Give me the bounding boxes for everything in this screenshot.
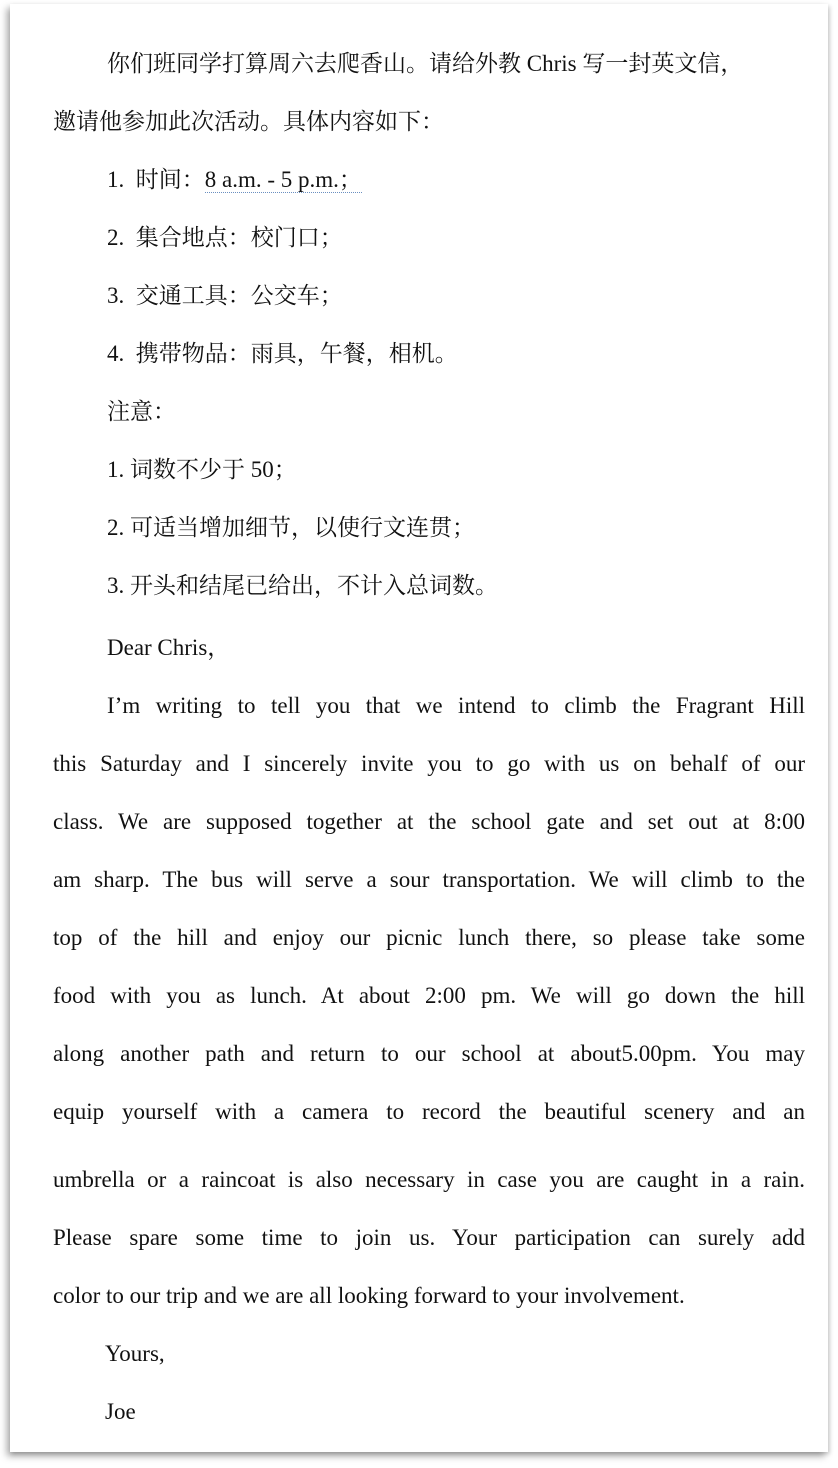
letter-body-line: food with you as lunch. At about 2:00 pm. We will go down the hill: [53, 983, 805, 1008]
document-content: [53, 35, 805, 1441]
document-page: [10, 4, 828, 1452]
letter-body-line: color to our trip and we are all looking forward to your involvement.: [53, 1283, 685, 1308]
letter-greeting: Dear Chris，: [107, 635, 231, 660]
letter-body-line: top of the hill and enjoy our picnic lunch there, so please take some: [53, 925, 805, 950]
item-number: 3.: [107, 283, 125, 308]
item-number: 4.: [107, 341, 125, 366]
letter-body-line: along another path and return to our school at about5.00pm. You may: [53, 1041, 805, 1066]
item-value: 8 a.m. - 5 p.m.；: [204, 167, 362, 192]
letter-body-line: equip yourself with a camera to record the beautiful scenery and an: [53, 1099, 805, 1124]
note-item: 2. 可适当增加细节，以使行文连贯；: [107, 515, 475, 540]
item-value: 雨具，午餐，相机。: [250, 341, 458, 366]
notes-title: 注意：: [107, 399, 176, 424]
letter-body-line: umbrella or a raincoat is also necessary in case you are caught in a rain.: [53, 1167, 805, 1192]
letter-body-line: this Saturday and I sincerely invite you to go with us on behalf of our: [53, 751, 805, 776]
letter-closing: Yours,: [105, 1341, 165, 1366]
note-item: 3. 开头和结尾已给出，不计入总词数。: [107, 573, 498, 598]
prompt-intro-line-1: 你们班同学打算周六去爬香山。请给外教 Chris 写一封英文信，: [107, 51, 744, 76]
letter-body-line: Please spare some time to join us. Your participation can surely add: [53, 1225, 805, 1250]
note-item: 1. 词数不少于 50；: [107, 457, 297, 482]
prompt-item-transport: [53, 267, 805, 325]
prompt-item-meeting-place: [53, 209, 805, 267]
letter-body-line: class. We are supposed together at the school gate and set out at 8:00: [53, 809, 805, 834]
item-number: 1.: [107, 167, 125, 192]
prompt-item-belongings: [53, 325, 805, 383]
prompt-intro-line-2: 邀请他参加此次活动。具体内容如下：: [53, 109, 444, 134]
item-label: 交通工具：: [135, 283, 251, 308]
prompt-item-time: [53, 151, 805, 209]
letter-body-line: am sharp. The bus will serve a sour transportation. We will climb to the: [53, 867, 805, 892]
item-value: 公交车；: [250, 283, 343, 308]
item-number: 2.: [107, 225, 125, 250]
item-label: 携带物品：: [135, 341, 251, 366]
letter-signature: Joe: [105, 1399, 136, 1424]
item-label: 集合地点：: [135, 225, 251, 250]
item-label: 时间：: [135, 167, 205, 192]
item-value: 校门口；: [250, 225, 343, 250]
letter-body-line: I’m writing to tell you that we intend to climb the Fragrant Hill: [107, 693, 805, 718]
